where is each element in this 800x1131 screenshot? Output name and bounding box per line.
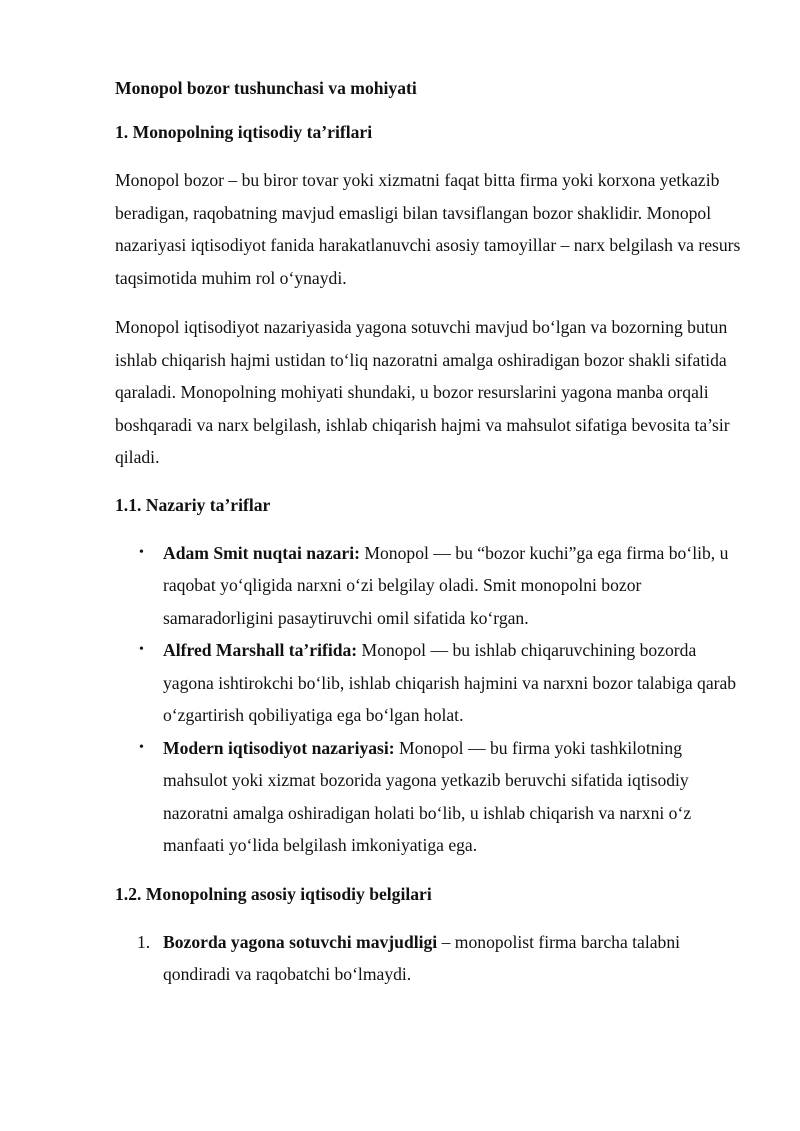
list-item xyxy=(115,634,743,732)
section-heading-1: 1. Monopolning iqtisodiy ta’riflari xyxy=(115,122,373,142)
list-item-term: Alfred Marshall ta’rifida: xyxy=(163,640,358,660)
bullet-icon: • xyxy=(139,642,144,657)
list-item-text: Monopol — bu firma yoki tashkilotning mahsulot yoki xizmat bozorida yagona yetkazib beruvchi sifatida iqtisodiy nazoratni amalga oshiradigan holati bo‘lib, u ishlab chiqarish va narxni o‘z manfaati yo‘lida belgilash imkoniyatiga ega. xyxy=(163,737,692,855)
document-page xyxy=(115,74,743,991)
bullet-icon: • xyxy=(139,544,144,560)
list-item-number: 1. xyxy=(137,931,151,952)
list-item-text: – monopolist firma barcha talabni qondiradi va raqobatchi bo‘lmaydi. xyxy=(163,931,681,984)
list-item-text: Monopol — bu “bozor kuchi”ga ega firma bo‘lib, u raqobat yo‘qligida narxni o‘zi belgilay oladi. Smit monopolni bozor samaradorligini pasaytiruvchi omil sifatida ko‘rgan. xyxy=(163,542,729,628)
list-item-term: Adam Smit nuqtai nazari: xyxy=(163,542,360,563)
list-item xyxy=(115,732,743,862)
bullet-icon: • xyxy=(139,739,144,755)
paragraph-2: Monopol iqtisodiyot nazariyasida yagona sotuvchi mavjud bo‘lgan va bozorning butun ishlab chiqarish hajmi ustidan to‘liq nazoratni amalga oshiradigan bozor shakli sifatida qaraladi. Monopolning mohiyati shundaki, u bozor resurslarini yagona manba orqali boshqaradi va narx belgilash, ishlab chiqarish hajmi va mahsulot sifatiga bevosita ta’sir qiladi. xyxy=(115,317,730,467)
economic-features-list xyxy=(115,926,743,991)
theory-definitions-list xyxy=(115,537,743,862)
list-item xyxy=(115,926,743,991)
list-item-term: Modern iqtisodiyot nazariyasi: xyxy=(163,737,395,758)
section-heading-1-1: 1.1. Nazariy ta’riflar xyxy=(115,494,271,515)
list-item-text: Monopol — bu ishlab chiqaruvchining bozorda yagona ishtirokchi bo‘lib, ishlab chiqarish hajmini va narxni bozor talabiga qarab o‘zgartirish qobiliyatiga ega bo‘lgan holat. xyxy=(163,640,737,725)
paragraph-1: Monopol bozor – bu biror tovar yoki xizmatni faqat bitta firma yoki korxona yetkazib beradigan, raqobatning mavjud emasligi bilan tavsiflangan bozor shaklidir. Monopol nazariyasi iqtisodiyot fanida harakatlanuvchi asosiy tamoyillar – narx belgilash va resurs taqsimotida muhim rol o‘ynaydi. xyxy=(115,170,741,288)
list-item xyxy=(115,537,743,635)
section-heading-1-2: 1.2. Monopolning asosiy iqtisodiy belgilari xyxy=(115,883,432,904)
list-item-term: Bozorda yagona sotuvchi mavjudligi xyxy=(163,931,438,952)
document-title: Monopol bozor tushunchasi va mohiyati xyxy=(115,78,417,98)
